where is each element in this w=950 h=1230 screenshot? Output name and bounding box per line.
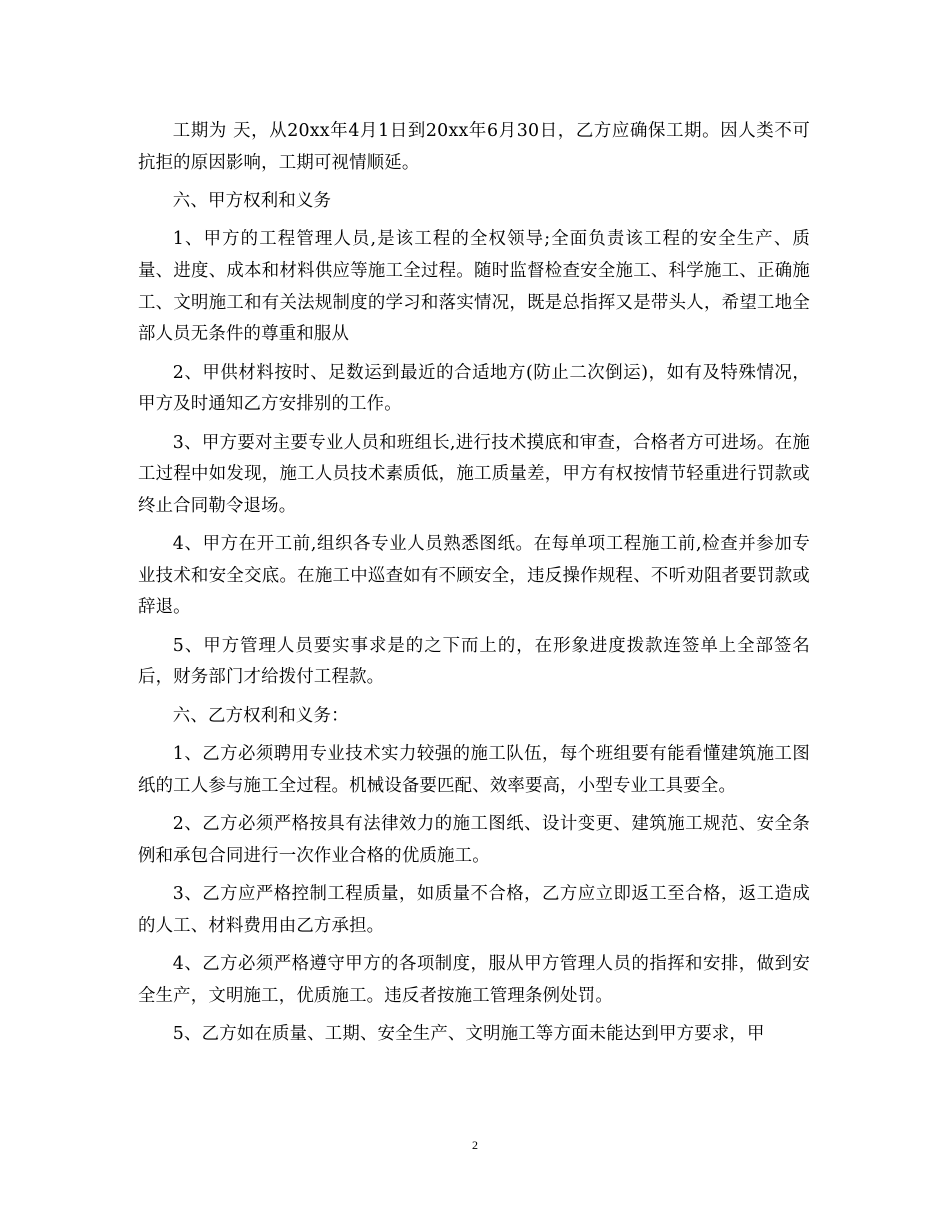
paragraph-schedule: 工期为 天，从20xx年4月1日到20xx年6月30日，乙方应确保工期。因人类不可抗拒的原因影响，工期可视情顺延。 bbox=[138, 121, 810, 173]
paragraph-party-a-4: 4、甲方在开工前,组织各专业人员熟悉图纸。在每单项工程施工前,检查并参加专业技术和安全交底。在施工中巡查如有不顾安全，违反操作规程、不听劝阻者要罚款或辞退。 bbox=[138, 534, 810, 618]
paragraph-party-b-2: 2、乙方必须严格按具有法律效力的施工图纸、设计变更、建筑施工规范、安全条例和承包合同进行一次作业合格的优质施工。 bbox=[138, 814, 810, 866]
page-number: 2 bbox=[472, 1138, 478, 1152]
document-body bbox=[138, 116, 810, 1057]
paragraph-party-a-5: 5、甲方管理人员要实事求是的之下而上的，在形象进度拨款连签单上全部签名后，财务部门才给拨付工程款。 bbox=[138, 635, 810, 688]
paragraph-party-a-2: 2、甲供材料按时、足数运到最近的合适地方(防止二次倒运)，如有及特殊情况，甲方及时通知乙方安排别的工作。 bbox=[138, 362, 810, 415]
paragraph-party-b-1: 1、乙方必须聘用专业技术实力较强的施工队伍，每个班组要有能看懂建筑施工图纸的工人参与施工全过程。机械设备要匹配、效率要高，小型专业工具要全。 bbox=[138, 744, 810, 796]
section-heading-party-a: 六、甲方权利和义务 bbox=[172, 190, 332, 211]
paragraph-party-b-5: 5、乙方如在质量、工期、安全生产、文明施工等方面未能达到甲方要求，甲 bbox=[172, 1024, 765, 1044]
paragraph-party-a-1: 1、甲方的工程管理人员,是该工程的全权领导;全面负责该工程的安全生产、质量、进度、成本和材料供应等施工全过程。随时监督检查安全施工、科学施工、正确施工、文明施工和有关法规制度的学习和落实情况，既是总指挥又是带头人，希望工地全部人员无条件的尊重和服从 bbox=[138, 229, 810, 345]
paragraph-party-a-3: 3、甲方要对主要专业人员和班组长,进行技术摸底和审查，合格者方可进场。在施工过程中如发现，施工人员技术素质低，施工质量差，甲方有权按情节轻重进行罚款或终止合同勒令退场。 bbox=[138, 432, 810, 516]
paragraph-party-b-3: 3、乙方应严格控制工程质量，如质量不合格，乙方应立即返工至合格，返工造成的人工、材料费用由乙方承担。 bbox=[138, 884, 810, 936]
paragraph-party-b-4: 4、乙方必须严格遵守甲方的各项制度，服从甲方管理人员的指挥和安排，做到安全生产，文明施工，优质施工。违反者按施工管理条例处罚。 bbox=[138, 954, 810, 1006]
section-heading-party-b: 六、乙方权利和义务： bbox=[172, 705, 349, 726]
